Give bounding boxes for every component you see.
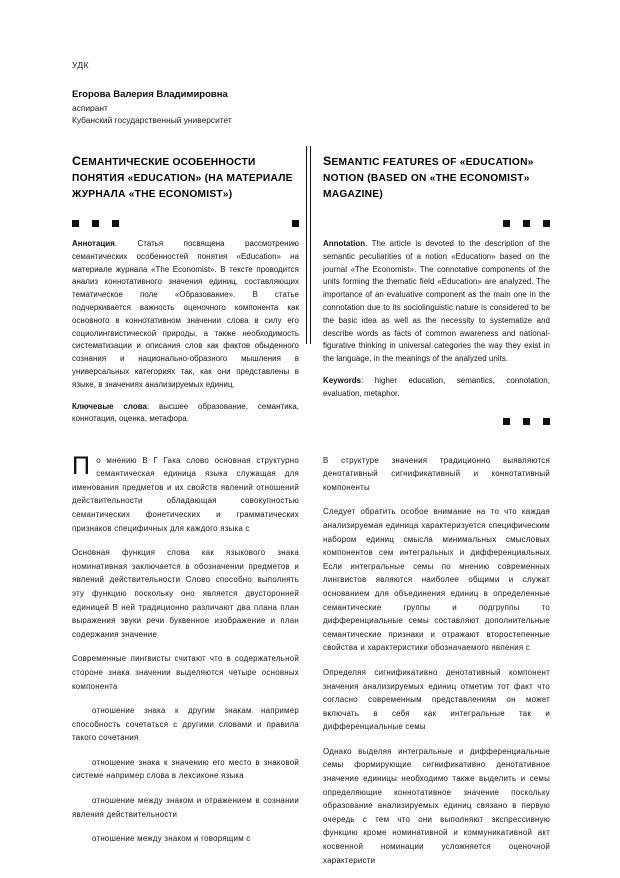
body-paragraph: Основная функция слова как языкового знака номинативная заключается в обозначении предметов и явлений действительности Слово способно выполнять эту функцию поскольку оно является двусторонней единицей В ней традиционно различают два плана план выражения звуки речи буквенное изображение и план содержания значение	[72, 548, 299, 639]
body-list-item: отношение знака к другим знакам например способность сочетаться с другими словами и правила такого сочетания	[72, 706, 299, 743]
body-column-left	[72, 451, 299, 878]
body-paragraph: Однако выделяя интегральные и дифференциальные семы формирующие сигнификативно денотативное значение единицы необходимо также выделить и семы определяющие коннотативное значение поскольку образование анализируемых единиц связано в первую очередь с тем что они выполняют экспрессивную функцию кроме номинативной и коммуникативной акт косвенной номинации усложняется оценочной характеристи	[323, 746, 550, 865]
decor-square-icon	[503, 220, 510, 227]
title-body-ru: ЕМАНТИЧЕСКИЕ ОСОБЕННОСТИ ПОНЯТИЯ «EDUCATION» (НА МАТЕРИАЛЕ ЖУРНАЛА «THE ECONOMIST»)	[72, 157, 293, 200]
decor-square-icon	[292, 220, 299, 227]
body-paragraph-text: о мнению В Г Гака слово основная структурно семантическая единица языка служащая для именования предметов и их свойств явлений отношений действительности обладающая совокупностью семантических фонетических и грамматических признаков специфичных для каждого языка с	[72, 455, 299, 533]
keywords-english	[323, 375, 550, 401]
decor-square-group-right	[292, 220, 299, 227]
author-affiliation: Кубанский государственный университет	[72, 115, 232, 125]
abstract-english	[323, 238, 550, 366]
decor-square-icon	[503, 418, 510, 425]
keywords-text-russian: : высшее образование, семантика, коннотация, оценка, метафора.	[72, 401, 300, 424]
body-paragraph: В структуре значения традиционно выявляются денотативный сигнификативный и коннотативный компоненты	[323, 455, 550, 492]
article-title-russian	[72, 152, 299, 202]
title-initial-en: S	[323, 154, 332, 169]
body-section	[72, 451, 550, 878]
body-list-item: отношение между знаком и отражением в сознании явления действительности	[72, 796, 299, 819]
decor-square-icon	[112, 220, 119, 227]
body-paragraph: Следует обратить особое внимание на то что каждая анализируемая единица характеризуется специфическим набором единиц смысла минимальных смысловых компонентов сем интегральных и дифференциальных Если интегральные семы по мнению современных лингвистов являются наиболее общими и служат основанием для объединения единиц в определенные семантические группы и подгруппы то дифференциальные семы составляют дополнительные семантические признаки и отражают второстепенные свойства и характеристики обозначаемого явления с	[323, 507, 550, 653]
body-list-item: отношение между знаком и говорящим с	[92, 834, 251, 844]
abstract-column-english	[323, 152, 550, 436]
drop-cap: П	[72, 451, 91, 480]
article-title-english	[323, 152, 550, 202]
decor-squares-russian	[72, 215, 299, 231]
decor-square-icon	[523, 220, 530, 227]
decor-square-icon	[72, 220, 79, 227]
title-body-en: EMANTIC FEATURES OF «EDUCATION» NOTION (BASED ON «THE ECONOMIST» MAGAZINE)	[323, 157, 534, 200]
decor-square-icon	[543, 220, 550, 227]
author-name: Егорова Валерия Владимировна	[72, 89, 228, 100]
udk-label: УДК	[72, 60, 89, 70]
decor-square-icon	[543, 418, 550, 425]
body-paragraph: Современные лингвисты считают что в содержательной стороне знака значении выделяются четыре основных компонента	[72, 654, 299, 691]
body-paragraph	[72, 451, 299, 536]
body-list-item: отношение знака к значению его место в знаковой системе например слова в лексиконе языка	[72, 757, 299, 781]
title-initial-ru: С	[72, 154, 82, 169]
body-column-right	[323, 454, 550, 878]
abstract-label-russian: Аннотация	[72, 239, 115, 249]
abstract-label-english: Annotation	[323, 239, 366, 249]
decor-square-icon	[523, 418, 530, 425]
abstract-russian	[72, 238, 299, 392]
abstract-text-russian: . Статья посвящена рассмотрению семантических особенностей понятия «Education» на материале журнала «The Economist». В тексте проводится анализ коннотативного значения единиц, составляющих тематическое поле «Образование». В статье подчеркивается важность оценочного компонента как основного в коннотативном значении слова в силу его социолингвистической природы, а также необходимость систематизации и описания слов как фактов обыденного сознания и национально-образного мышления в универсальных категориях так, как они представлены в языке, в значениях анализируемых единиц.	[72, 239, 299, 389]
abstract-text-english: . The article is devoted to the description of the semantic peculiarities of a notion «Education» based on the journal «The Economist». The connotative components of the units forming the thematic field «Education» are analyzed. The importance of an evaluative component as the main one in the connotation due to its sociolinguistic nature is considered to be the basic idea as well as the necessity to systematize and describe words as facts of common awareness and national-figurative thinking in universal categories the way they exist in the language, in the meanings of the analyzed units.	[323, 239, 550, 364]
keywords-label-english: Keywords	[323, 376, 362, 385]
column-divider-rule	[306, 146, 311, 344]
page-content	[72, 60, 550, 878]
decor-square-icon	[92, 220, 99, 227]
abstract-section	[72, 152, 550, 436]
decor-squares-english	[323, 215, 550, 231]
author-role: аспирант	[72, 102, 108, 113]
body-paragraph: Определяя сигнификативно денотативный компонент значения анализируемых единиц отметим тот факт что согласно современным представлениям он может включать в себя как интегральные так и дифференциальные семы	[323, 667, 550, 732]
decor-squares-bottom	[323, 414, 550, 430]
keywords-text-english: : higher education, semantics, connotation, evaluation, metaphor.	[323, 376, 550, 398]
abstract-column-russian	[72, 152, 299, 436]
keywords-russian	[72, 401, 299, 427]
decor-square-group-left	[72, 220, 119, 227]
keywords-label-russian: Ключевые слова	[72, 401, 147, 411]
